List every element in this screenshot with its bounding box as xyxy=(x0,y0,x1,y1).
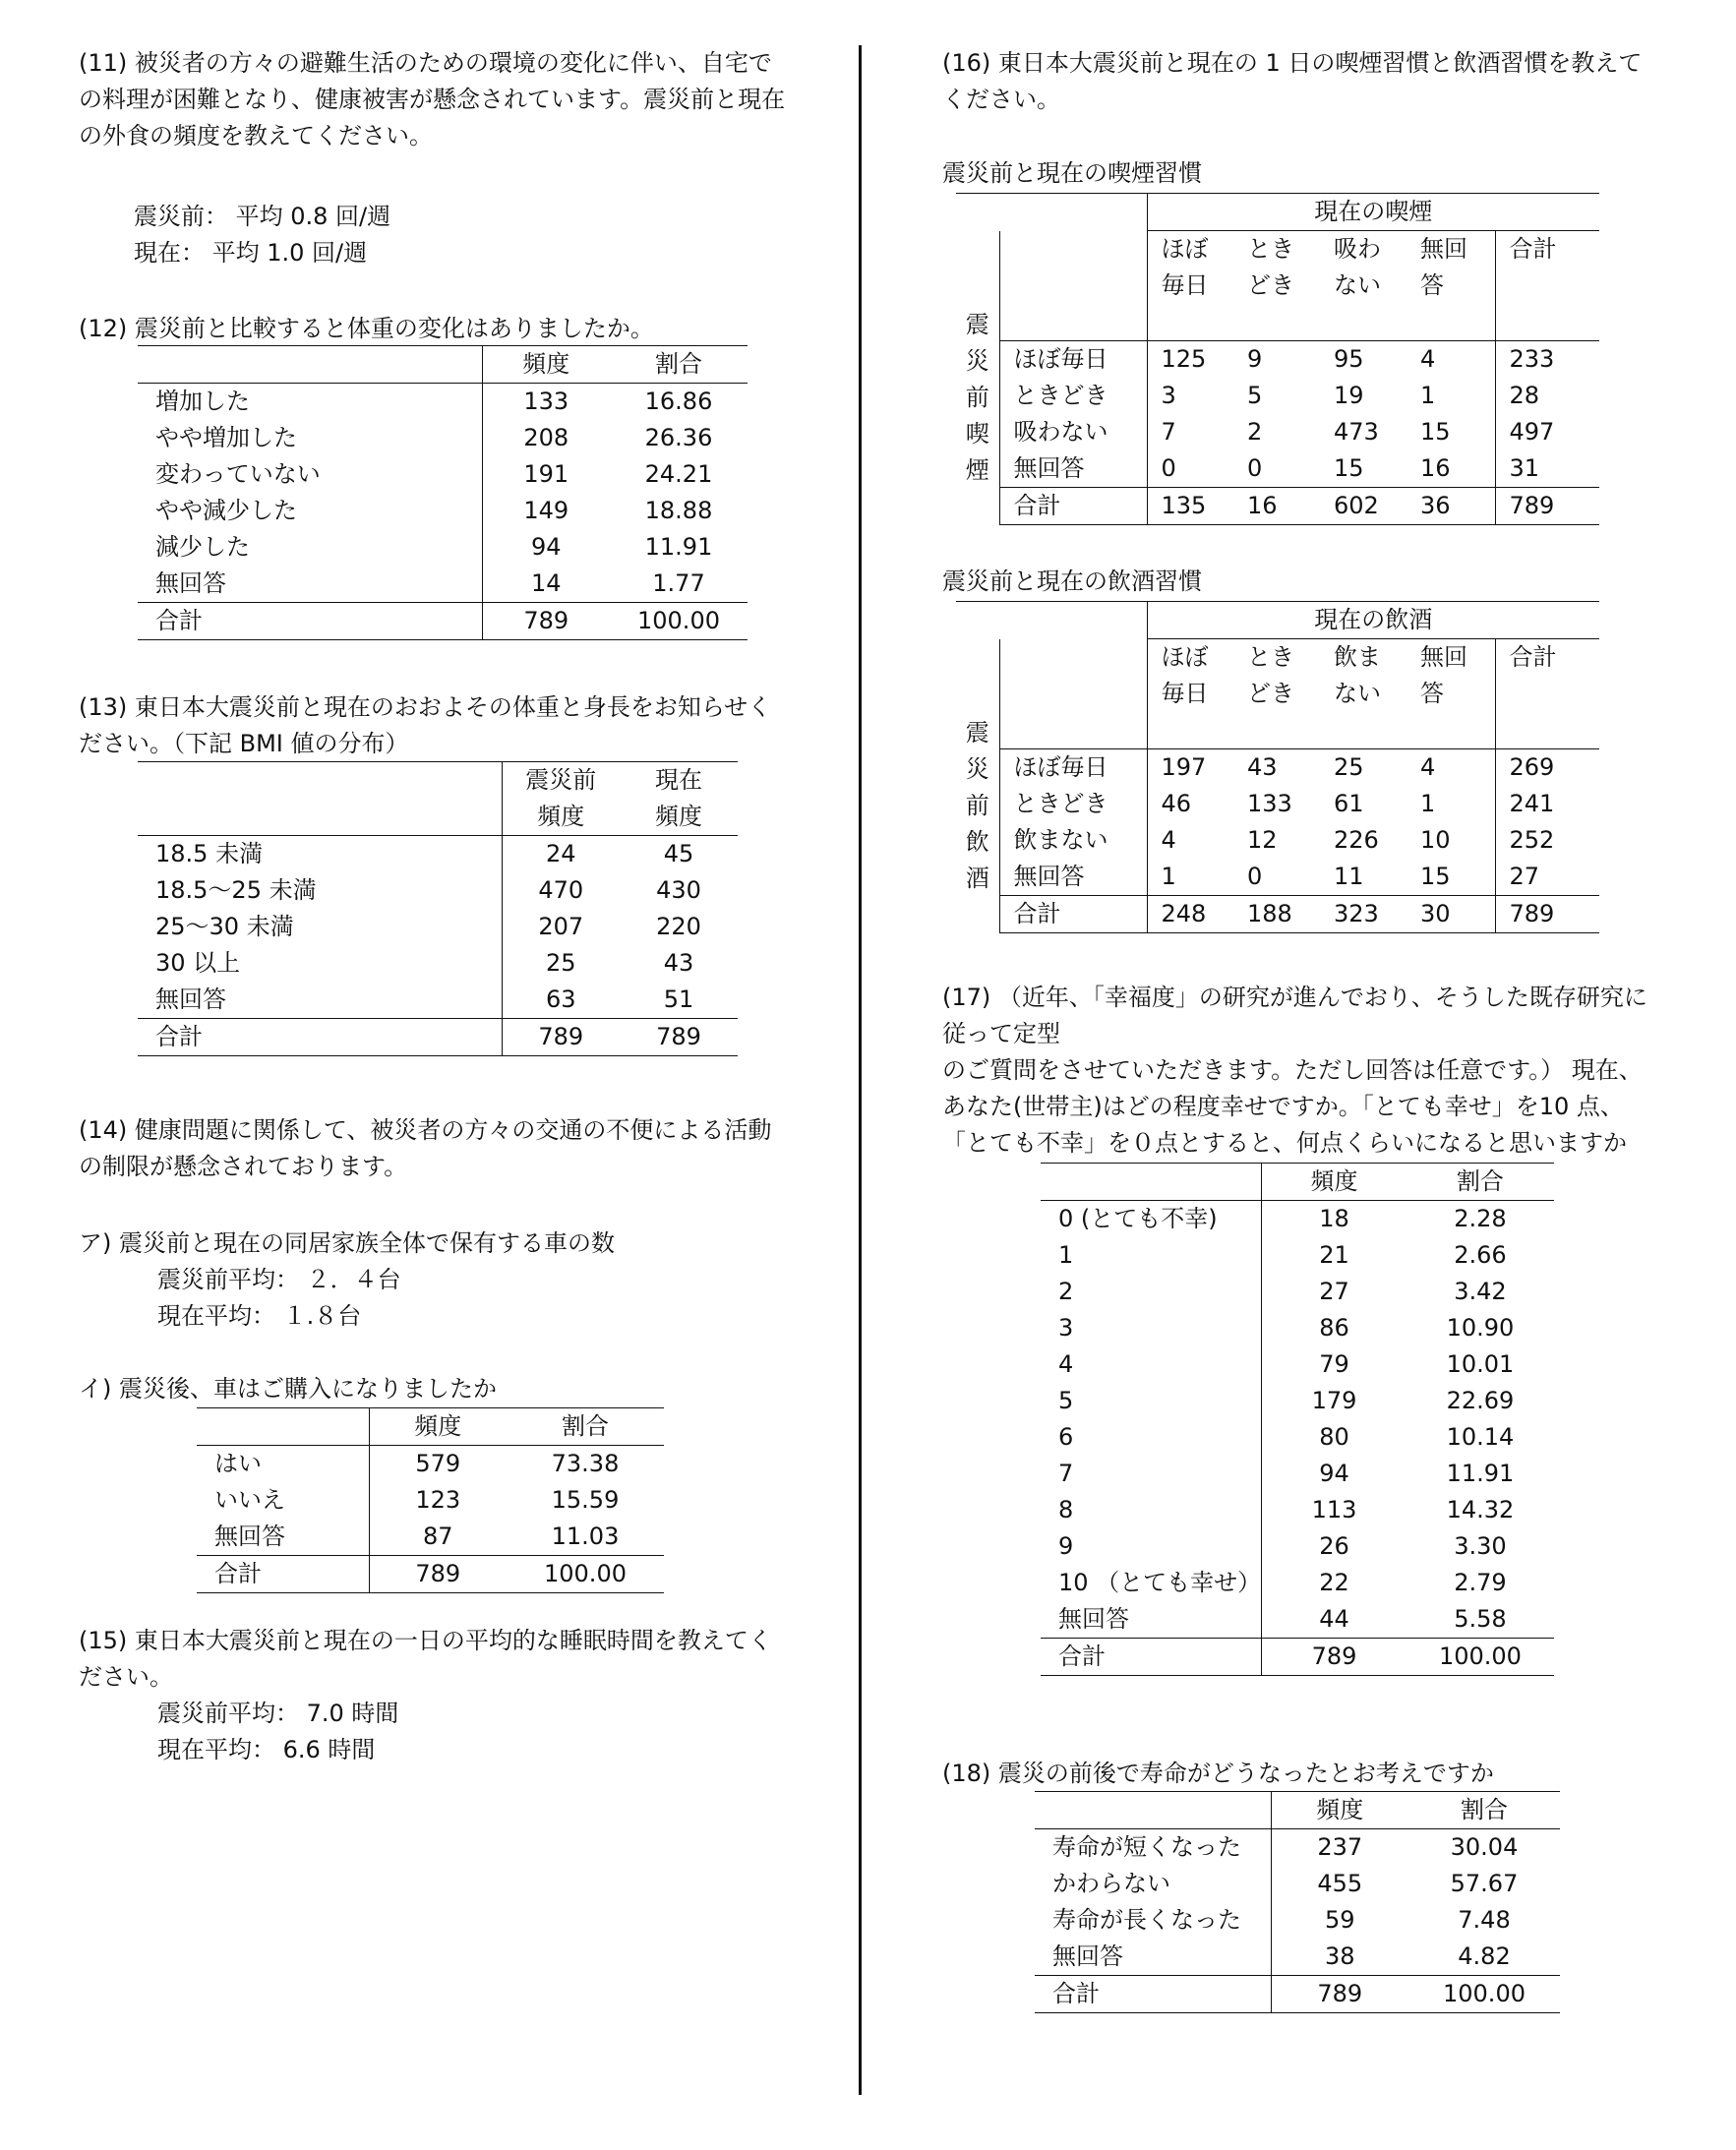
table-row xyxy=(1041,1237,1554,1274)
table-row xyxy=(1035,1866,1560,1902)
cell-value: 15.59 xyxy=(551,1486,620,1514)
column-header: 震災前 頻度 xyxy=(502,762,620,836)
cell-value: 28 xyxy=(1509,382,1540,409)
cell-value: 22.69 xyxy=(1446,1387,1515,1414)
q15-text: (15) 東日本大震災前と現在の一日の平均的な睡眠時間を教えてください。 xyxy=(79,1627,772,1691)
row-label: はい xyxy=(197,1446,369,1483)
total-label: 合計 xyxy=(138,603,482,640)
cell-value: 133 xyxy=(523,388,569,415)
row-group-title: 震災前飲酒 xyxy=(965,718,989,892)
total-value: 789 xyxy=(1271,1976,1408,2013)
cell-value: 30.04 xyxy=(1450,1833,1519,1861)
row-label: ほぼ毎日 xyxy=(999,749,1147,787)
cell-value: 5.58 xyxy=(1454,1605,1507,1633)
total-value: 789 xyxy=(1262,1639,1407,1676)
cell-value: 73.38 xyxy=(551,1450,620,1477)
cell-value: 430 xyxy=(656,876,701,904)
column-header xyxy=(1035,1792,1271,1829)
table-row xyxy=(138,493,748,529)
cell-value: 46 xyxy=(1161,790,1192,817)
cell-value: 10.01 xyxy=(1446,1350,1515,1378)
cell-value: 27 xyxy=(1319,1278,1349,1305)
row-label: 無回答 xyxy=(999,859,1147,896)
header-row xyxy=(956,639,1599,749)
cell-value: 14 xyxy=(530,569,562,597)
cell-value: 1 xyxy=(1161,863,1176,890)
cell-value: 497 xyxy=(1509,418,1555,446)
total-value: 36 xyxy=(1407,488,1495,525)
cell-value: 237 xyxy=(1317,1833,1363,1861)
row-label: 2 xyxy=(1041,1274,1262,1310)
table-row xyxy=(1035,1829,1560,1867)
cell-value: 10.90 xyxy=(1446,1314,1515,1342)
q12-table xyxy=(138,345,748,640)
column-header: 頻度 xyxy=(369,1408,507,1446)
cell-value: 0 xyxy=(1247,863,1263,890)
cell-value: 43 xyxy=(663,949,694,977)
q14-a-title: ア) 震災前と現在の同居家族全体で保有する車の数 xyxy=(79,1229,615,1257)
cell-value: 7.48 xyxy=(1458,1906,1511,1934)
column-header: ときどき xyxy=(1233,639,1320,749)
q14-a-before: 震災前平均： ２．４台 xyxy=(157,1266,401,1293)
cell-value: 11.03 xyxy=(551,1523,620,1550)
row-label: ほぼ毎日 xyxy=(999,341,1147,379)
corner-cell xyxy=(956,602,1147,639)
cell-value: 59 xyxy=(1324,1906,1355,1934)
cell-value: 1 xyxy=(1407,378,1495,414)
row-label: 5 xyxy=(1041,1383,1262,1419)
q18-table xyxy=(1035,1791,1560,2013)
row-label: 無回答 xyxy=(1041,1601,1262,1639)
cell-value: 10.14 xyxy=(1446,1423,1515,1451)
table-row xyxy=(138,872,738,909)
cell-value: 38 xyxy=(1324,1942,1355,1970)
column-header: ときどき xyxy=(1233,231,1320,341)
column-divider xyxy=(859,45,862,2095)
corner-cell xyxy=(956,194,1147,231)
table-row xyxy=(1041,1419,1554,1456)
total-value: 602 xyxy=(1320,488,1407,525)
cross-title-row xyxy=(956,602,1599,639)
row-group-title: 震災前喫煙 xyxy=(965,310,989,484)
cell-value: 9 xyxy=(1247,345,1263,373)
column-header: 割合 xyxy=(1408,1792,1560,1829)
row-label: 3 xyxy=(1041,1310,1262,1346)
row-label: 30 以上 xyxy=(138,945,502,982)
cell-value: 16.86 xyxy=(644,388,713,415)
cell-value: 26 xyxy=(1319,1532,1349,1560)
row-label: 6 xyxy=(1041,1419,1262,1456)
column-header: 現在 頻度 xyxy=(620,762,738,836)
q11-text: (11) 被災者の方々の避難生活のための環境の変化に伴い、自宅での料理が困難となり、健康被害が懸念されています。震災前と現在の外食の頻度を教えてください。 xyxy=(79,49,786,149)
cell-value: 226 xyxy=(1334,826,1379,854)
row-label: 1 xyxy=(1041,1237,1262,1274)
table-row xyxy=(138,529,748,566)
column-header: 合計 xyxy=(1495,639,1599,749)
cell-value: 61 xyxy=(1334,790,1364,817)
total-value: 100.00 xyxy=(1408,1976,1560,2013)
table-row xyxy=(197,1482,664,1519)
q11-now: 現在： 平均 1.0 回/週 xyxy=(134,239,368,267)
table-row xyxy=(138,384,748,421)
row-label: 18.5 未満 xyxy=(138,836,502,873)
cell-value: 18 xyxy=(1319,1205,1349,1232)
total-row xyxy=(956,896,1599,933)
row-label: 寿命が短くなった xyxy=(1035,1829,1271,1867)
column-header: ほぼ毎日 xyxy=(1147,639,1233,749)
q13-title: (13) 東日本大震災前と現在のおおよその体重と身長をお知らせください。（下記 BMI 値の分布） xyxy=(79,693,772,757)
total-value: 248 xyxy=(1147,896,1233,933)
smoke-title: 震災前と現在の喫煙習慣 xyxy=(942,159,1202,187)
q18-title: (18) 震災の前後で寿命がどうなったとお考えですか xyxy=(942,1760,1494,1787)
row-label: 無回答 xyxy=(138,566,482,603)
cell-value: 0 xyxy=(1161,454,1176,482)
table-row xyxy=(1041,1456,1554,1492)
table-row xyxy=(956,859,1599,896)
header-row xyxy=(956,231,1599,341)
column-group-title: 現在の喫煙 xyxy=(1147,194,1599,231)
row-label: 変わっていない xyxy=(138,456,482,493)
total-value: 789 xyxy=(369,1556,507,1593)
column-header: 割合 xyxy=(1407,1164,1554,1201)
cell-value: 113 xyxy=(1311,1496,1357,1523)
row-label: 増加した xyxy=(138,384,482,421)
total-row xyxy=(1035,1976,1560,2013)
cell-value: 22 xyxy=(1319,1569,1349,1596)
cell-value: 25 xyxy=(545,949,576,977)
column-header: 吸わない xyxy=(1320,231,1407,341)
table-row xyxy=(1041,1383,1554,1419)
row-label: 8 xyxy=(1041,1492,1262,1528)
total-value: 16 xyxy=(1233,488,1320,525)
total-label: 合計 xyxy=(999,896,1147,933)
row-label: やや減少した xyxy=(138,493,482,529)
table-row xyxy=(956,749,1599,787)
column-header xyxy=(1041,1164,1262,1201)
header-row xyxy=(1041,1164,1554,1201)
cell-value: 11.91 xyxy=(644,533,713,561)
cell-value: 24 xyxy=(545,840,576,867)
cell-value: 11.91 xyxy=(1446,1460,1515,1487)
table-row xyxy=(197,1519,664,1556)
cell-value: 94 xyxy=(1319,1460,1349,1487)
header-row xyxy=(138,346,748,384)
cell-value: 0 xyxy=(1247,454,1263,482)
table-row xyxy=(956,822,1599,859)
column-header xyxy=(138,346,482,384)
cell-value: 123 xyxy=(415,1486,461,1514)
cell-value: 241 xyxy=(1509,790,1555,817)
cell-value: 45 xyxy=(663,840,694,867)
column-group-title: 現在の飲酒 xyxy=(1147,602,1599,639)
cell-value: 2.66 xyxy=(1454,1241,1507,1269)
cell-value: 18.88 xyxy=(644,497,713,524)
row-label: 25～30 未満 xyxy=(138,909,502,945)
row-label: 無回答 xyxy=(1035,1939,1271,1976)
table-row xyxy=(138,566,748,603)
cell-value: 25 xyxy=(1334,753,1364,781)
total-value: 323 xyxy=(1320,896,1407,933)
table-row xyxy=(956,341,1599,379)
header-row xyxy=(138,762,738,836)
q13-table xyxy=(138,761,738,1056)
smoke-table xyxy=(956,193,1599,525)
table-row xyxy=(1041,1528,1554,1565)
header-row xyxy=(197,1408,664,1446)
total-value: 100.00 xyxy=(610,603,748,640)
cell-value: 4 xyxy=(1407,341,1495,379)
row-label: 無回答 xyxy=(999,450,1147,488)
total-value: 789 xyxy=(620,1019,738,1056)
total-value: 100.00 xyxy=(1407,1639,1554,1676)
q11-before: 震災前： 平均 0.8 回/週 xyxy=(134,203,391,230)
q17-line2: のご質問をさせていただきます。ただし回答は任意です。） 現在、あなた(世帯主)はどの程度幸せですか。「とても幸せ」を10 点、「とても不幸」を０点とすると、何点くらいになると思いますか xyxy=(942,1056,1643,1157)
total-row xyxy=(138,1019,738,1056)
table-row xyxy=(138,836,738,873)
cell-value: 86 xyxy=(1319,1314,1349,1342)
total-value: 188 xyxy=(1233,896,1320,933)
cell-value: 208 xyxy=(523,424,569,451)
table-row xyxy=(138,456,748,493)
q15-now: 現在平均： 6.6 時間 xyxy=(157,1736,376,1763)
cell-value: 24.21 xyxy=(644,460,713,488)
q14-i-title: イ) 震災後、車はご購入になりましたか xyxy=(79,1375,497,1403)
cell-value: 179 xyxy=(1311,1387,1357,1414)
cell-value: 3 xyxy=(1161,382,1176,409)
column-header: 飲まない xyxy=(1320,639,1407,749)
cell-value: 51 xyxy=(663,985,694,1013)
row-label: 7 xyxy=(1041,1456,1262,1492)
cell-value: 31 xyxy=(1509,454,1540,482)
cell-value: 43 xyxy=(1247,753,1278,781)
cell-value: 10 xyxy=(1407,822,1495,859)
q12-title: (12) 震災前と比較すると体重の変化はありましたか。 xyxy=(79,315,654,342)
table-row xyxy=(956,450,1599,488)
total-label: 合計 xyxy=(197,1556,369,1593)
cell-value: 3.30 xyxy=(1454,1532,1507,1560)
table-row xyxy=(956,378,1599,414)
cell-value: 5 xyxy=(1247,382,1263,409)
column-header: 頻度 xyxy=(1271,1792,1408,1829)
cell-value: 27 xyxy=(1509,863,1540,890)
cell-value: 2.79 xyxy=(1454,1569,1507,1596)
column-header: 無回答 xyxy=(1407,231,1495,341)
q17-line1: (17) （近年、「幸福度」の研究が進んでおり、そうした既存研究に従って定型 xyxy=(942,984,1647,1047)
cell-value: 15 xyxy=(1407,859,1495,896)
cell-value: 252 xyxy=(1509,826,1555,854)
cell-value: 16 xyxy=(1407,450,1495,488)
cell-value: 1 xyxy=(1407,786,1495,822)
cell-value: 2.28 xyxy=(1454,1205,1507,1232)
cell-value: 149 xyxy=(523,497,569,524)
row-label: いいえ xyxy=(197,1482,369,1519)
cell-value: 7 xyxy=(1161,418,1176,446)
table-row xyxy=(956,414,1599,450)
q14-text: (14) 健康問題に関係して、被災者の方々の交通の不便による活動の制限が懸念されております。 xyxy=(79,1116,772,1180)
cell-value: 44 xyxy=(1319,1605,1349,1633)
table-row xyxy=(138,945,738,982)
table-row xyxy=(956,786,1599,822)
cell-value: 220 xyxy=(656,913,701,940)
cell-value: 26.36 xyxy=(644,424,713,451)
q17-table xyxy=(1041,1163,1554,1676)
table-row xyxy=(1041,1492,1554,1528)
q15-before: 震災前平均： 7.0 時間 xyxy=(157,1700,399,1727)
cell-value: 94 xyxy=(530,533,562,561)
column-header: 合計 xyxy=(1495,231,1599,341)
table-row xyxy=(1041,1310,1554,1346)
row-label: 寿命が長くなった xyxy=(1035,1902,1271,1939)
corner-cell xyxy=(999,231,1147,341)
total-row xyxy=(138,603,748,640)
column-header: 頻度 xyxy=(482,346,610,384)
table-row xyxy=(1041,1346,1554,1383)
total-value: 789 xyxy=(482,603,610,640)
table-row xyxy=(197,1446,664,1483)
table-row xyxy=(1035,1939,1560,1976)
column-header: ほぼ毎日 xyxy=(1147,231,1233,341)
q14-table xyxy=(197,1407,664,1593)
row-label: ときどき xyxy=(999,786,1147,822)
corner-cell xyxy=(999,639,1147,749)
row-label: 4 xyxy=(1041,1346,1262,1383)
column-header: 無回答 xyxy=(1407,639,1495,749)
cell-value: 269 xyxy=(1509,753,1555,781)
header-row xyxy=(1035,1792,1560,1829)
cell-value: 455 xyxy=(1317,1870,1363,1897)
column-header xyxy=(197,1408,369,1446)
cell-value: 2 xyxy=(1247,418,1263,446)
row-label: 無回答 xyxy=(138,982,502,1019)
cell-value: 11 xyxy=(1334,863,1364,890)
row-label: かわらない xyxy=(1035,1866,1271,1902)
cell-value: 473 xyxy=(1334,418,1379,446)
row-label: 10 （とても幸せ） xyxy=(1041,1565,1262,1601)
total-label: 合計 xyxy=(1035,1976,1271,2013)
cell-value: 63 xyxy=(545,985,576,1013)
table-row xyxy=(1041,1565,1554,1601)
cell-value: 14.32 xyxy=(1446,1496,1515,1523)
cell-value: 470 xyxy=(538,876,584,904)
cell-value: 19 xyxy=(1334,382,1364,409)
cell-value: 4.82 xyxy=(1458,1942,1511,1970)
q14-a-now: 現在平均： １.８台 xyxy=(157,1302,362,1330)
total-row xyxy=(1041,1639,1554,1676)
cell-value: 87 xyxy=(422,1523,453,1550)
total-value: 789 xyxy=(1495,896,1599,933)
cell-value: 207 xyxy=(538,913,584,940)
row-label: ときどき xyxy=(999,378,1147,414)
table-row xyxy=(138,420,748,456)
column-header: 割合 xyxy=(610,346,748,384)
total-value: 135 xyxy=(1147,488,1233,525)
cell-value: 3.42 xyxy=(1454,1278,1507,1305)
row-label: 18.5～25 未満 xyxy=(138,872,502,909)
total-value: 789 xyxy=(502,1019,620,1056)
cell-value: 197 xyxy=(1161,753,1207,781)
table-row xyxy=(138,909,738,945)
cell-value: 21 xyxy=(1319,1241,1349,1269)
cell-value: 579 xyxy=(415,1450,461,1477)
total-value: 100.00 xyxy=(507,1556,664,1593)
total-value: 789 xyxy=(1495,488,1599,525)
cell-value: 15 xyxy=(1407,414,1495,450)
row-label: 吸わない xyxy=(999,414,1147,450)
row-label: 9 xyxy=(1041,1528,1262,1565)
table-row xyxy=(1035,1902,1560,1939)
cell-value: 57.67 xyxy=(1450,1870,1519,1897)
row-label: 減少した xyxy=(138,529,482,566)
cell-value: 4 xyxy=(1161,826,1176,854)
cell-value: 4 xyxy=(1407,749,1495,787)
cell-value: 79 xyxy=(1319,1350,1349,1378)
total-label: 合計 xyxy=(138,1019,502,1056)
cell-value: 133 xyxy=(1247,790,1292,817)
drink-title: 震災前と現在の飲酒習慣 xyxy=(942,567,1202,595)
row-label: 0 (とても不幸) xyxy=(1041,1201,1262,1238)
table-row xyxy=(1041,1601,1554,1639)
total-row xyxy=(956,488,1599,525)
table-row xyxy=(138,982,738,1019)
total-row xyxy=(197,1556,664,1593)
row-label: 無回答 xyxy=(197,1519,369,1556)
table-row xyxy=(1041,1201,1554,1238)
cell-value: 191 xyxy=(523,460,569,488)
row-label: やや増加した xyxy=(138,420,482,456)
cell-value: 80 xyxy=(1319,1423,1349,1451)
cell-value: 95 xyxy=(1334,345,1364,373)
cross-title-row xyxy=(956,194,1599,231)
cell-value: 125 xyxy=(1161,345,1207,373)
drink-table xyxy=(956,601,1599,933)
total-label: 合計 xyxy=(999,488,1147,525)
cell-value: 12 xyxy=(1247,826,1278,854)
cell-value: 1.77 xyxy=(652,569,705,597)
column-header: 割合 xyxy=(507,1408,664,1446)
row-label: 飲まない xyxy=(999,822,1147,859)
cell-value: 15 xyxy=(1334,454,1364,482)
q16-text: (16) 東日本大震災前と現在の 1 日の喫煙習慣と飲酒習慣を教えてください。 xyxy=(942,49,1643,113)
table-row xyxy=(1041,1274,1554,1310)
total-value: 30 xyxy=(1407,896,1495,933)
column-header: 頻度 xyxy=(1262,1164,1407,1201)
cell-value: 233 xyxy=(1509,345,1555,373)
total-label: 合計 xyxy=(1041,1639,1262,1676)
column-header xyxy=(138,762,502,836)
